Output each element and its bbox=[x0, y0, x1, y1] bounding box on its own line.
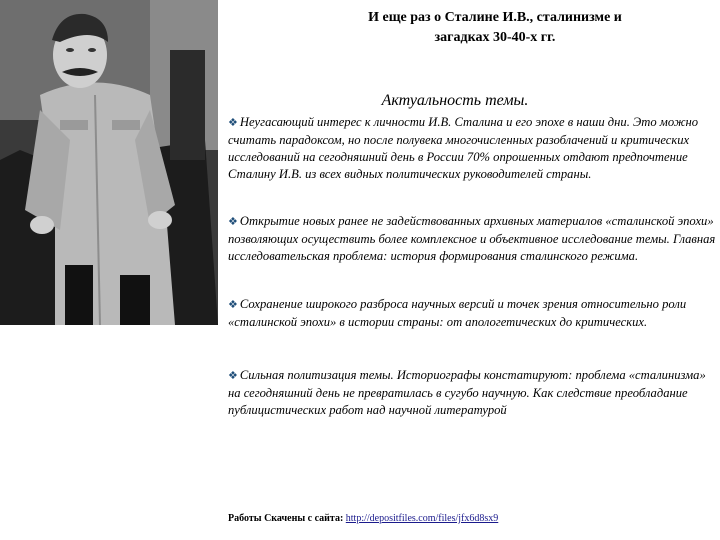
paragraph-1-text: Неугасающий интерес к личности И.В. Сталина и его эпохе в наши дни. Это можно считать парадоксом, но после полувека многочисленных разоблачений и критических исследований на сегодняшний день в России 70% опрошенных отдают предпочтение Сталину И.В. из всех видных политических руководителей страны. bbox=[228, 115, 699, 181]
bullet-icon: ❖ bbox=[228, 299, 238, 311]
footer-label: Работы Скачены с сайта: bbox=[228, 513, 344, 524]
paragraph-4 bbox=[228, 367, 716, 419]
bullet-icon: ❖ bbox=[228, 216, 238, 228]
bullet-icon: ❖ bbox=[228, 370, 238, 382]
footer-source bbox=[228, 513, 498, 524]
title-line-2: загадках 30-40-х гг. bbox=[434, 30, 556, 45]
paragraph-4-text: Сильная политизация темы. Историографы констатируют: проблема «сталинизма» на сегодняшний день не превратилась в сугубо научную. Как следствие преобладание публицистических работ над научной литературой bbox=[228, 368, 706, 417]
slide-title bbox=[300, 8, 690, 48]
section-subtitle: Актуальность темы. bbox=[381, 92, 529, 109]
paragraph-1 bbox=[228, 114, 716, 183]
paragraph-3-text: Сохранение широкого разброса научных версий и точек зрения относительно роли «сталинской эпохи» в истории страны: от апологетических до критических. bbox=[228, 297, 687, 329]
title-line-1: И еще раз о Сталине И.В., сталинизме и bbox=[368, 10, 622, 25]
paragraph-2-text: Открытие новых ранее не задействованных архивных материалов «сталинской эпохи» позволяющих осуществить более комплексное и объективное исследование темы. Главная исследовательская проблема: история формирования сталинского режима. bbox=[228, 214, 716, 263]
bullet-icon: ❖ bbox=[228, 117, 238, 129]
paragraph-2 bbox=[228, 213, 716, 265]
paragraph-3 bbox=[228, 296, 716, 331]
portrait-photo bbox=[0, 0, 218, 325]
footer-link[interactable]: http://depositfiles.com/files/jfx6d8sx9 bbox=[345, 513, 499, 524]
